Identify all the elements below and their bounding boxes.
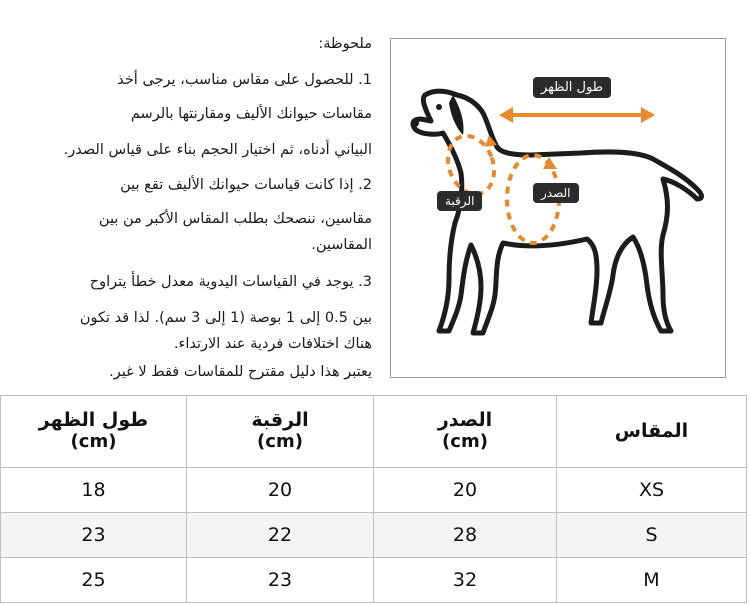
back-length-label: طول الظهر — [533, 77, 611, 98]
header-size: المقاس — [557, 396, 747, 468]
cell-size: XS — [557, 468, 747, 513]
cell-size: S — [557, 513, 747, 558]
cell-chest: 20 — [374, 468, 557, 513]
chest-label: الصدر — [533, 183, 579, 203]
cell-neck: 20 — [187, 468, 374, 513]
note-line: البياني أدناه، ثم اختيار الحجم بناء على قياس الصدر. — [63, 142, 372, 158]
table-row — [1, 558, 747, 603]
table-row — [1, 513, 747, 558]
dog-eye — [436, 104, 442, 110]
chest-arrow-head — [543, 157, 557, 169]
table-header-row — [1, 396, 747, 468]
cell-chest: 32 — [374, 558, 557, 603]
note-line: 1. للحصول على مقاس مناسب، يرجى أخذ — [117, 72, 372, 88]
note-line: مقاسات حيوانك الأليف ومقارنتها بالرسم — [130, 106, 372, 122]
dog-nose — [411, 119, 419, 127]
note-line: 2. إذا كانت قياسات حيوانك الأليف تقع بين — [120, 177, 372, 193]
size-chart-table — [0, 395, 747, 603]
cell-neck: 23 — [187, 558, 374, 603]
dog-ear — [449, 95, 464, 135]
back-length-arrow — [499, 107, 655, 123]
cell-back-length: 23 — [1, 513, 187, 558]
note-line: بين 0.5 إلى 1 بوصة (1 إلى 3 سم). لذا قد تكون — [79, 310, 372, 326]
cell-back-length: 18 — [1, 468, 187, 513]
note-line: 3. يوجد في القياسات اليدوية معدل خطأ يتراوح — [89, 274, 372, 290]
note-line: المقاسين. — [311, 237, 372, 253]
note-title: ملحوظة: — [318, 36, 372, 52]
dog-measurement-diagram — [390, 38, 726, 378]
header-neck: الرقبة (cm) — [187, 396, 374, 468]
table-row — [1, 468, 747, 513]
header-chest: الصدر (cm) — [374, 396, 557, 468]
note-line: هناك اختلافات فردية عند الارتداء. — [173, 336, 372, 352]
cell-neck: 22 — [187, 513, 374, 558]
note-line: يعتبر هذا دليل مقترح للمقاسات فقط لا غير. — [109, 364, 372, 380]
cell-back-length: 25 — [1, 558, 187, 603]
cell-chest: 28 — [374, 513, 557, 558]
cell-size: M — [557, 558, 747, 603]
note-line: مقاسين، ننصحك بطلب المقاس الأكبر من بين — [98, 211, 372, 227]
header-back-length: طول الظهر (cm) — [1, 396, 187, 468]
neck-label: الرقبة — [437, 191, 482, 211]
